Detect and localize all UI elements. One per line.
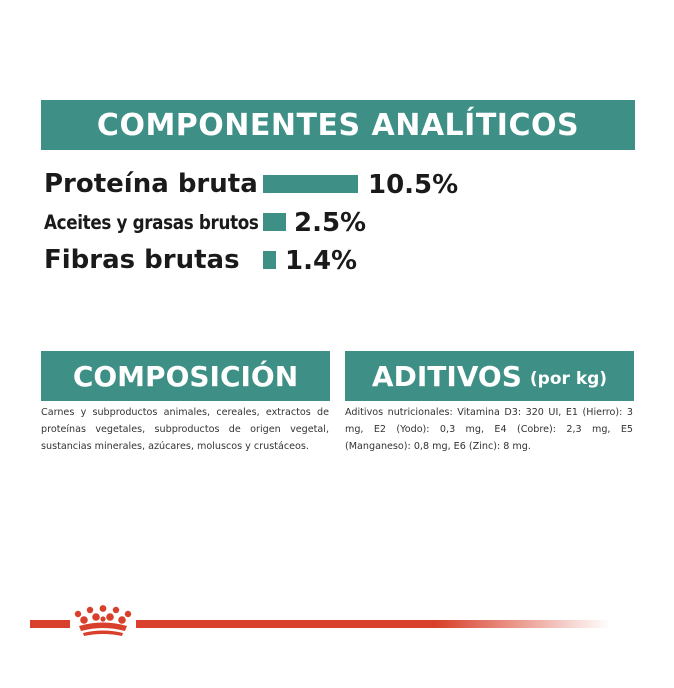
analytic-row-value: 1.4% [285, 246, 358, 276]
composition-banner [41, 351, 330, 401]
analytic-row-fiber [44, 246, 240, 274]
crown-icon-graphic [70, 605, 136, 639]
composition-text: Carnes y subproductos animales, cereales, extractos de proteínas vegetales, subproductos de origen vegetal, sustancias minerales, azúcares, moluscos y crustáceos. [41, 407, 329, 452]
analytic-components-banner [41, 100, 635, 150]
additives-title: ADITIVOS [371, 359, 522, 393]
analytic-bar [263, 251, 276, 269]
analytic-row-value: 10.5% [368, 170, 459, 200]
analytic-row-label: Aceites y grasas brutos [44, 210, 259, 234]
crown-shape [75, 605, 131, 636]
analytic-components-title: COMPONENTES ANALÍTICOS [96, 107, 580, 143]
analytic-row-oils [44, 208, 293, 236]
additives-unit: (por kg) [529, 369, 608, 389]
additives-banner [345, 351, 634, 401]
analytic-row-label: Proteína bruta [44, 169, 258, 199]
analytic-bar [263, 213, 286, 231]
composition-title: COMPOSICIÓN [72, 359, 299, 393]
analytic-row-protein [44, 170, 258, 198]
analytic-row-label: Fibras brutas [44, 245, 240, 275]
analytic-row-value: 2.5% [294, 208, 367, 238]
crown-icon [70, 605, 136, 639]
analytic-bar [263, 175, 358, 193]
additives-text: Aditivos nutricionales: Vitamina D3: 320 UI, E1 (Hierro): 3 mg, E2 (Yodo): 0,3 mg, E4 (Cobre): 2,3 mg, E5 (Manganeso): 0,8 mg, E6 (Zinc): 8 mg. [345, 407, 633, 452]
